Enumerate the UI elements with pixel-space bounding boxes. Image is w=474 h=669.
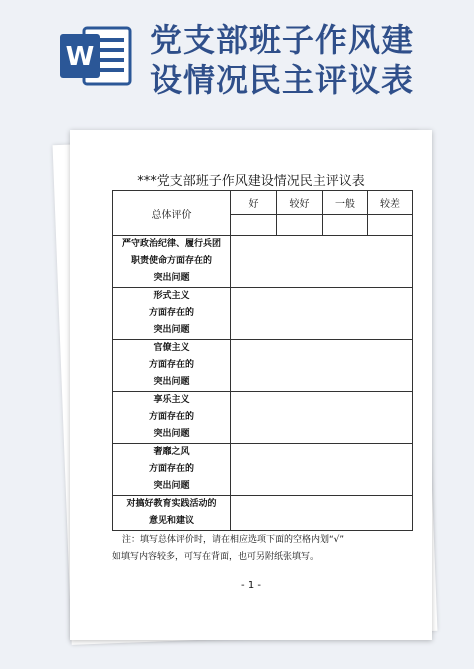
- question-line: 奢靡之风: [153, 447, 190, 457]
- question-line: 职责使命方面存在的: [130, 256, 212, 266]
- question-line: 对搞好教育实践活动的: [126, 499, 217, 509]
- table-row: [113, 191, 413, 215]
- question-hedonism: [113, 392, 231, 444]
- question-discipline: [113, 236, 231, 288]
- banner-title-line2: 设情况民主评议表: [150, 61, 415, 99]
- document-title: ***党支部班子作风建设情况民主评议表: [137, 174, 365, 189]
- question-line: 方面存在的: [148, 464, 194, 474]
- question-formalism: [113, 288, 231, 340]
- rating-col-average: 一般: [323, 191, 368, 215]
- table-row: [113, 340, 413, 392]
- document-page: [70, 130, 432, 640]
- rating-col-fairly-good: 较好: [277, 191, 323, 215]
- question-line: 突出问题: [153, 429, 190, 439]
- table-row: [113, 236, 413, 288]
- question-line: 突出问题: [153, 377, 190, 387]
- table-row: [113, 392, 413, 444]
- rating-cell-good[interactable]: [231, 214, 277, 235]
- question-bureaucratism: [113, 340, 231, 392]
- answer-cell[interactable]: [231, 288, 413, 340]
- question-line: 方面存在的: [148, 360, 194, 370]
- answer-cell[interactable]: [231, 444, 413, 496]
- question-line: 严守政治纪律、履行兵团: [121, 239, 221, 249]
- note: [112, 532, 412, 566]
- table-row: [113, 444, 413, 496]
- question-extravagance: [113, 444, 231, 496]
- banner-title: [150, 20, 470, 100]
- banner: [0, 0, 474, 112]
- answer-cell[interactable]: [231, 392, 413, 444]
- question-line: 方面存在的: [148, 308, 194, 318]
- question-line: 享乐主义: [153, 395, 190, 405]
- overall-evaluation-label: 总体评价: [113, 191, 231, 236]
- answer-cell[interactable]: [231, 340, 413, 392]
- question-line: 方面存在的: [148, 412, 194, 422]
- rating-cell-fairly-good[interactable]: [277, 214, 323, 235]
- question-line: 意见和建议: [148, 516, 194, 526]
- question-line: 突出问题: [153, 325, 190, 335]
- rating-col-poor: 较差: [368, 191, 413, 215]
- word-document-icon: [58, 24, 134, 88]
- question-line: 突出问题: [153, 481, 190, 491]
- question-suggestions: [113, 496, 231, 531]
- table-row: [113, 288, 413, 340]
- page-number: - 1 -: [241, 580, 261, 591]
- rating-cell-average[interactable]: [323, 214, 368, 235]
- question-line: 突出问题: [153, 273, 190, 283]
- question-line: 形式主义: [153, 291, 190, 301]
- note-line1: 注：填写总体评价时，请在相应选项下面的空格内划“√”: [122, 535, 345, 545]
- rating-col-good: 好: [231, 191, 277, 215]
- table-row: [113, 496, 413, 531]
- answer-cell[interactable]: [231, 236, 413, 288]
- note-line2: 如填写内容较多，可写在背面，也可另附纸张填写。: [112, 552, 320, 562]
- banner-title-line1: 党支部班子作风建: [150, 21, 415, 59]
- question-line: 官僚主义: [153, 343, 190, 353]
- svg-text:W: W: [65, 42, 95, 72]
- rating-cell-poor[interactable]: [368, 214, 413, 235]
- answer-cell[interactable]: [231, 496, 413, 531]
- evaluation-table: [112, 190, 413, 531]
